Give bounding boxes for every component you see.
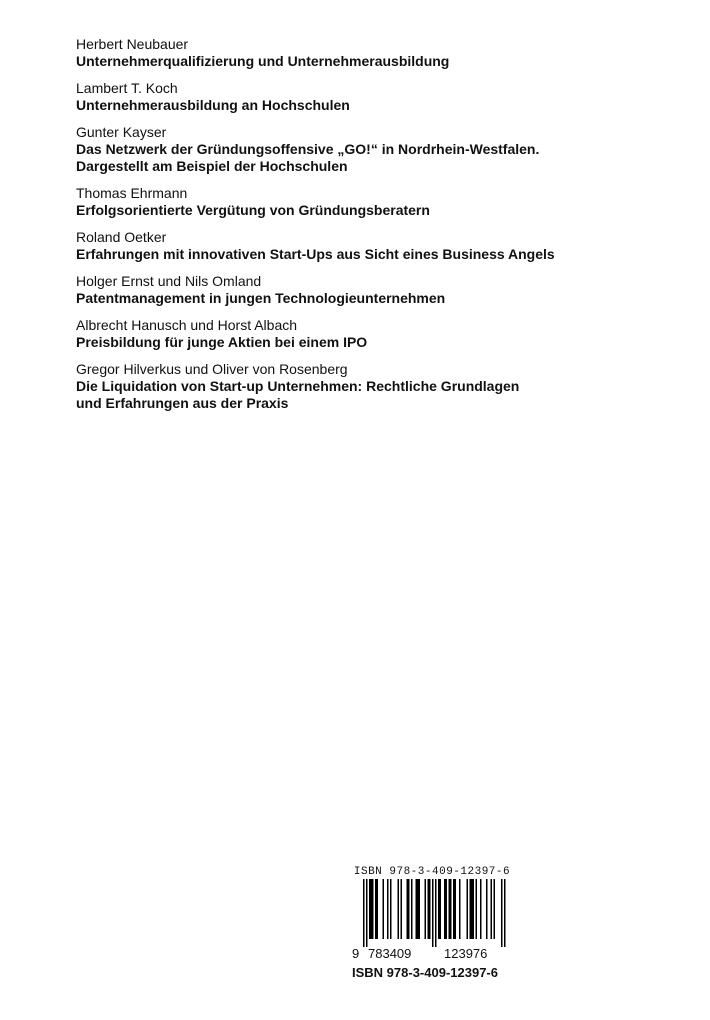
barcode-bar xyxy=(455,879,457,939)
barcode-bar xyxy=(408,879,410,939)
barcode-bar xyxy=(372,879,374,939)
entry-title: Das Netzwerk der Gründungsoffensive „GO!“ in Nordrhein-Westfalen. xyxy=(76,141,540,157)
barcode-bar xyxy=(387,879,389,939)
barcode-bar xyxy=(444,879,446,939)
barcode-bar xyxy=(471,879,473,939)
barcode-bar xyxy=(435,879,437,947)
entry-author: Roland Oetker xyxy=(76,229,167,245)
isbn-block xyxy=(352,866,524,980)
barcode-bar xyxy=(398,879,400,939)
barcode-bar xyxy=(416,879,418,939)
barcode-bar xyxy=(491,879,493,939)
entry-title: Preisbildung für junge Aktien bei einem IPO xyxy=(76,334,368,350)
entry-title: Patentmanagement in jungen Technologieunternehmen xyxy=(76,290,446,306)
entry-5 xyxy=(76,229,676,263)
entry-title: Unternehmerausbildung an Hochschulen xyxy=(76,97,350,113)
barcode-bar xyxy=(407,879,409,939)
barcode-bar xyxy=(476,879,478,939)
entry-title: Unternehmerqualifizierung und Unternehmerausbildung xyxy=(76,53,450,69)
barcode-bar xyxy=(486,879,488,939)
barcode-bar xyxy=(453,879,455,939)
barcode-left-digits: 783409 xyxy=(368,946,412,961)
barcode-bar xyxy=(494,879,496,939)
barcode-bar xyxy=(440,879,442,939)
barcode-bar xyxy=(470,879,472,939)
entry-3 xyxy=(76,124,676,175)
barcode-bar xyxy=(411,879,413,939)
barcode-bar xyxy=(450,879,452,939)
barcode-bar xyxy=(501,879,503,947)
entry-title: Die Liquidation von Start-up Unternehmen: Rechtliche Grundlagen xyxy=(76,378,520,394)
barcode-bar xyxy=(459,879,461,939)
barcode-bar xyxy=(467,879,469,939)
entry-4 xyxy=(76,185,676,219)
barcode-bar xyxy=(369,879,371,939)
barcode-bar xyxy=(449,879,451,939)
barcode-bar xyxy=(383,879,385,939)
barcode-bar xyxy=(375,879,377,939)
barcode-bar xyxy=(432,879,434,947)
barcode-bar xyxy=(419,879,421,939)
barcode-bar xyxy=(428,879,430,939)
barcode-bar xyxy=(366,879,368,947)
barcode-first-digit: 9 xyxy=(352,946,360,961)
entry-author: Thomas Ehrmann xyxy=(76,185,188,201)
barcode-bar xyxy=(504,879,506,947)
barcode-bar xyxy=(446,879,448,939)
entry-author: Holger Ernst und Nils Omland xyxy=(76,273,262,289)
entry-8 xyxy=(76,361,676,412)
barcode xyxy=(352,879,512,961)
barcode-bar xyxy=(390,879,392,939)
isbn-top-label: ISBN 978-3-409-12397-6 xyxy=(353,866,511,878)
barcode-bar xyxy=(401,879,403,939)
entry-1 xyxy=(76,36,676,70)
isbn-bottom-label: ISBN 978-3-409-12397-6 xyxy=(352,965,498,980)
entry-title-line-2: und Erfahrungen aus der Praxis xyxy=(76,395,289,411)
entry-author: Gregor Hilverkus und Oliver von Rosenberg xyxy=(76,361,348,377)
barcode-bar xyxy=(371,879,373,939)
barcode-bars xyxy=(352,879,512,947)
entry-author: Gunter Kayser xyxy=(76,124,167,140)
barcode-bar xyxy=(377,879,379,939)
entry-title: Erfolgsorientierte Vergütung von Gründungsberatern xyxy=(76,202,430,218)
entry-author: Albrecht Hanusch und Horst Albach xyxy=(76,317,298,333)
entry-2 xyxy=(76,80,676,114)
barcode-bar xyxy=(438,879,440,939)
barcode-bar xyxy=(425,879,427,939)
contents-list xyxy=(76,36,676,422)
barcode-bar xyxy=(473,879,475,939)
barcode-right-digits: 123976 xyxy=(444,946,488,961)
barcode-bar xyxy=(363,879,365,947)
entry-title-line-2: Dargestellt am Beispiel der Hochschulen xyxy=(76,158,348,174)
entry-author: Herbert Neubauer xyxy=(76,36,189,52)
entry-title: Erfahrungen mit innovativen Start-Ups aus Sicht eines Business Angels xyxy=(76,246,555,262)
barcode-bar xyxy=(429,879,431,939)
entry-author: Lambert T. Koch xyxy=(76,80,178,96)
entry-6 xyxy=(76,273,676,307)
barcode-bar xyxy=(480,879,482,939)
entry-7 xyxy=(76,317,676,351)
barcode-bar xyxy=(417,879,419,939)
